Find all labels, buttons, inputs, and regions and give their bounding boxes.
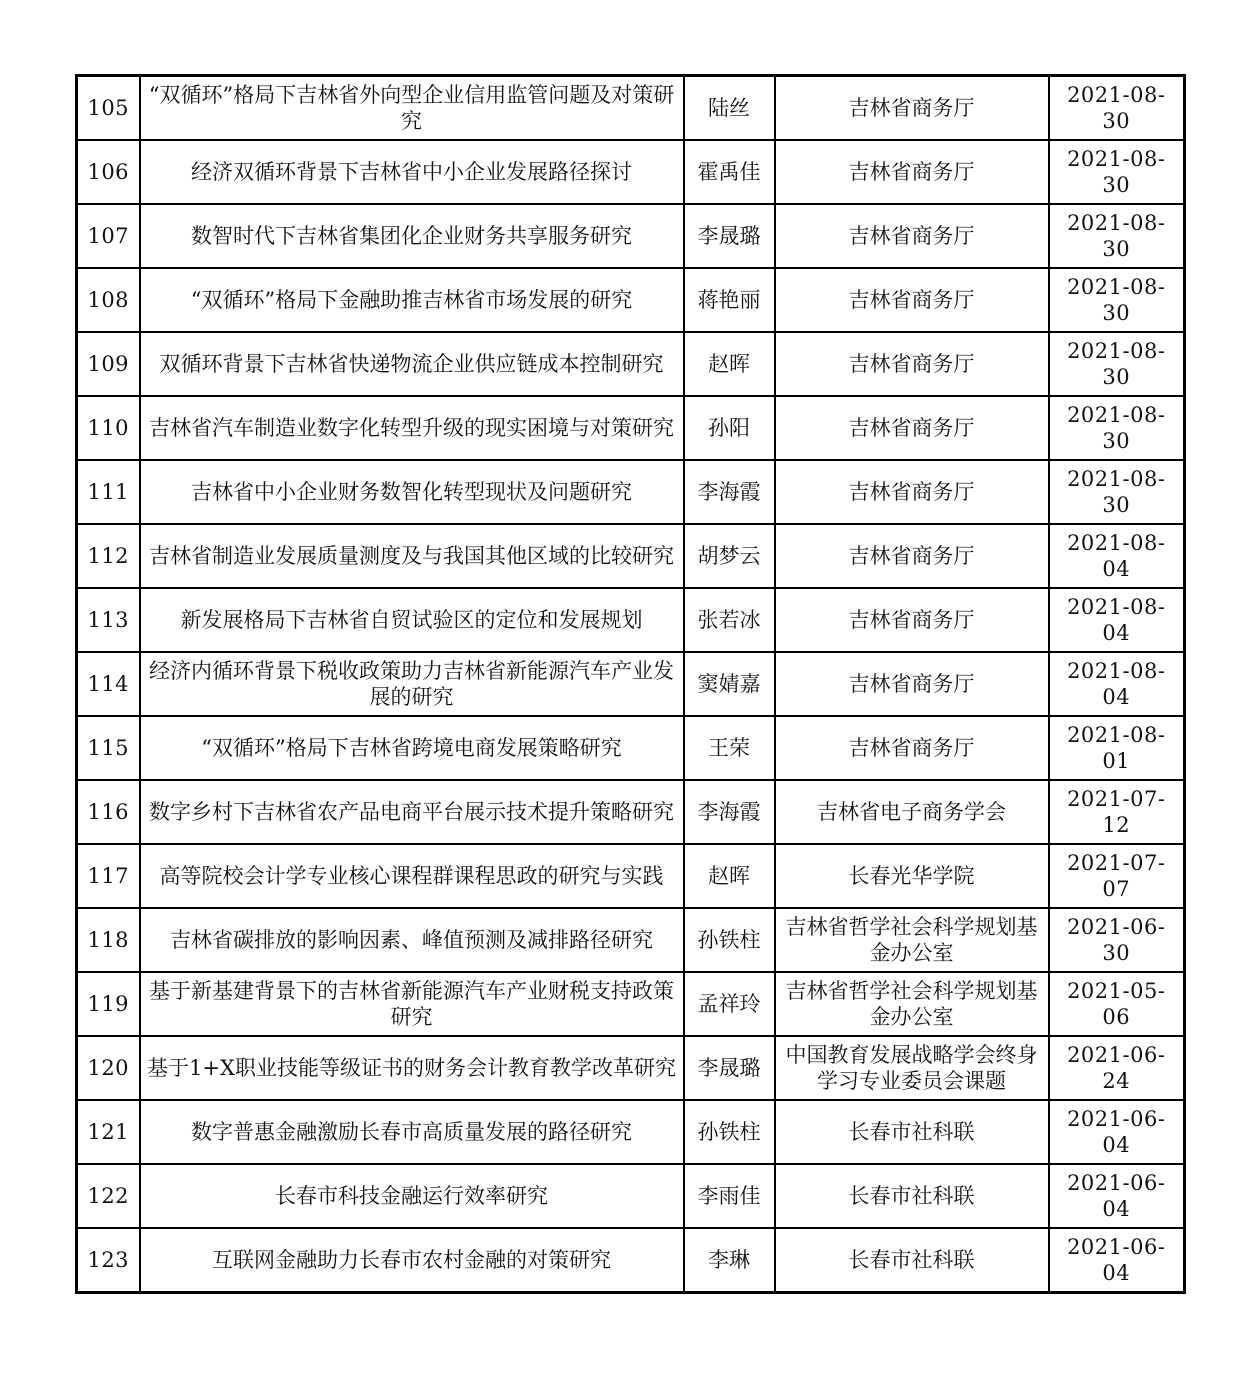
table-row [77, 1228, 1185, 1293]
project-title: 双循环背景下吉林省快递物流企业供应链成本控制研究 [140, 332, 684, 396]
project-department: 长春市社科联 [775, 1228, 1049, 1293]
project-number: 123 [77, 1228, 140, 1293]
project-title: 长春市科技金融运行效率研究 [140, 1164, 684, 1228]
project-owner: 张若冰 [684, 588, 775, 652]
project-title: 互联网金融助力长春市农村金融的对策研究 [140, 1228, 684, 1293]
project-owner: 窦婧嘉 [684, 652, 775, 716]
table-row [77, 460, 1185, 524]
project-department: 吉林省商务厅 [775, 204, 1049, 268]
table-row [77, 844, 1185, 908]
project-owner: 李琳 [684, 1228, 775, 1293]
project-owner: 孙阳 [684, 396, 775, 460]
project-department: 吉林省哲学社会科学规划基金办公室 [775, 972, 1049, 1036]
project-number: 119 [77, 972, 140, 1036]
project-owner: 赵晖 [684, 332, 775, 396]
project-owner: 李晟璐 [684, 1036, 775, 1100]
project-date: 2021-08-30 [1049, 460, 1185, 524]
project-department: 吉林省哲学社会科学规划基金办公室 [775, 908, 1049, 972]
project-date: 2021-08-04 [1049, 652, 1185, 716]
table-row [77, 268, 1185, 332]
project-date: 2021-08-30 [1049, 332, 1185, 396]
project-owner: 李晟璐 [684, 204, 775, 268]
table-row [77, 204, 1185, 268]
project-number: 113 [77, 588, 140, 652]
table-row [77, 1164, 1185, 1228]
table-row [77, 908, 1185, 972]
project-owner: 陆丝 [684, 76, 775, 141]
projects-table-body [77, 76, 1185, 1293]
project-department: 吉林省商务厅 [775, 524, 1049, 588]
table-row [77, 780, 1185, 844]
project-date: 2021-06-04 [1049, 1164, 1185, 1228]
table-row [77, 1100, 1185, 1164]
project-department: 吉林省商务厅 [775, 140, 1049, 204]
project-date: 2021-06-04 [1049, 1100, 1185, 1164]
project-number: 112 [77, 524, 140, 588]
project-date: 2021-07-12 [1049, 780, 1185, 844]
table-row [77, 140, 1185, 204]
project-title: 高等院校会计学专业核心课程群课程思政的研究与实践 [140, 844, 684, 908]
project-date: 2021-08-30 [1049, 396, 1185, 460]
project-department: 吉林省商务厅 [775, 268, 1049, 332]
project-title: 吉林省中小企业财务数智化转型现状及问题研究 [140, 460, 684, 524]
project-owner: 王荣 [684, 716, 775, 780]
project-number: 109 [77, 332, 140, 396]
project-number: 121 [77, 1100, 140, 1164]
project-title: “双循环”格局下金融助推吉林省市场发展的研究 [140, 268, 684, 332]
project-date: 2021-08-30 [1049, 268, 1185, 332]
project-owner: 孙铁柱 [684, 908, 775, 972]
table-row [77, 1036, 1185, 1100]
project-date: 2021-08-01 [1049, 716, 1185, 780]
project-owner: 蒋艳丽 [684, 268, 775, 332]
projects-table [75, 74, 1186, 1294]
project-title: 数字普惠金融激励长春市高质量发展的路径研究 [140, 1100, 684, 1164]
project-title: 吉林省汽车制造业数字化转型升级的现实困境与对策研究 [140, 396, 684, 460]
table-row [77, 76, 1185, 141]
project-owner: 胡梦云 [684, 524, 775, 588]
project-title: 基于新基建背景下的吉林省新能源汽车产业财税支持政策研究 [140, 972, 684, 1036]
project-number: 118 [77, 908, 140, 972]
project-owner: 李雨佳 [684, 1164, 775, 1228]
project-department: 吉林省商务厅 [775, 76, 1049, 141]
project-title: 吉林省碳排放的影响因素、峰值预测及减排路径研究 [140, 908, 684, 972]
project-date: 2021-06-30 [1049, 908, 1185, 972]
project-number: 115 [77, 716, 140, 780]
project-title: 经济内循环背景下税收政策助力吉林省新能源汽车产业发展的研究 [140, 652, 684, 716]
project-owner: 赵晖 [684, 844, 775, 908]
project-date: 2021-07-07 [1049, 844, 1185, 908]
project-number: 107 [77, 204, 140, 268]
project-department: 长春光华学院 [775, 844, 1049, 908]
project-number: 108 [77, 268, 140, 332]
project-date: 2021-08-04 [1049, 588, 1185, 652]
project-date: 2021-06-04 [1049, 1228, 1185, 1293]
project-number: 105 [77, 76, 140, 141]
project-owner: 霍禹佳 [684, 140, 775, 204]
project-date: 2021-08-04 [1049, 524, 1185, 588]
project-department: 吉林省商务厅 [775, 716, 1049, 780]
project-owner: 孟祥玲 [684, 972, 775, 1036]
project-department: 吉林省商务厅 [775, 588, 1049, 652]
project-department: 长春市社科联 [775, 1164, 1049, 1228]
project-number: 111 [77, 460, 140, 524]
project-department: 长春市社科联 [775, 1100, 1049, 1164]
table-row [77, 524, 1185, 588]
project-title: 数字乡村下吉林省农产品电商平台展示技术提升策略研究 [140, 780, 684, 844]
project-number: 117 [77, 844, 140, 908]
project-number: 114 [77, 652, 140, 716]
project-owner: 李海霞 [684, 780, 775, 844]
project-date: 2021-05-06 [1049, 972, 1185, 1036]
project-owner: 孙铁柱 [684, 1100, 775, 1164]
project-title: 基于1+X职业技能等级证书的财务会计教育教学改革研究 [140, 1036, 684, 1100]
project-title: 吉林省制造业发展质量测度及与我国其他区域的比较研究 [140, 524, 684, 588]
project-title: 经济双循环背景下吉林省中小企业发展路径探讨 [140, 140, 684, 204]
project-department: 吉林省商务厅 [775, 332, 1049, 396]
project-title: “双循环”格局下吉林省外向型企业信用监管问题及对策研究 [140, 76, 684, 141]
project-number: 122 [77, 1164, 140, 1228]
project-date: 2021-06-24 [1049, 1036, 1185, 1100]
project-date: 2021-08-30 [1049, 204, 1185, 268]
project-title: “双循环”格局下吉林省跨境电商发展策略研究 [140, 716, 684, 780]
project-date: 2021-08-30 [1049, 140, 1185, 204]
table-row [77, 332, 1185, 396]
project-date: 2021-08-30 [1049, 76, 1185, 141]
project-number: 110 [77, 396, 140, 460]
table-row [77, 396, 1185, 460]
project-department: 吉林省商务厅 [775, 652, 1049, 716]
project-department: 吉林省电子商务学会 [775, 780, 1049, 844]
table-row [77, 652, 1185, 716]
project-title: 新发展格局下吉林省自贸试验区的定位和发展规划 [140, 588, 684, 652]
table-row [77, 716, 1185, 780]
project-title: 数智时代下吉林省集团化企业财务共享服务研究 [140, 204, 684, 268]
table-row [77, 588, 1185, 652]
project-number: 106 [77, 140, 140, 204]
project-owner: 李海霞 [684, 460, 775, 524]
project-department: 中国教育发展战略学会终身学习专业委员会课题 [775, 1036, 1049, 1100]
project-number: 120 [77, 1036, 140, 1100]
project-department: 吉林省商务厅 [775, 460, 1049, 524]
project-department: 吉林省商务厅 [775, 396, 1049, 460]
table-row [77, 972, 1185, 1036]
project-number: 116 [77, 780, 140, 844]
